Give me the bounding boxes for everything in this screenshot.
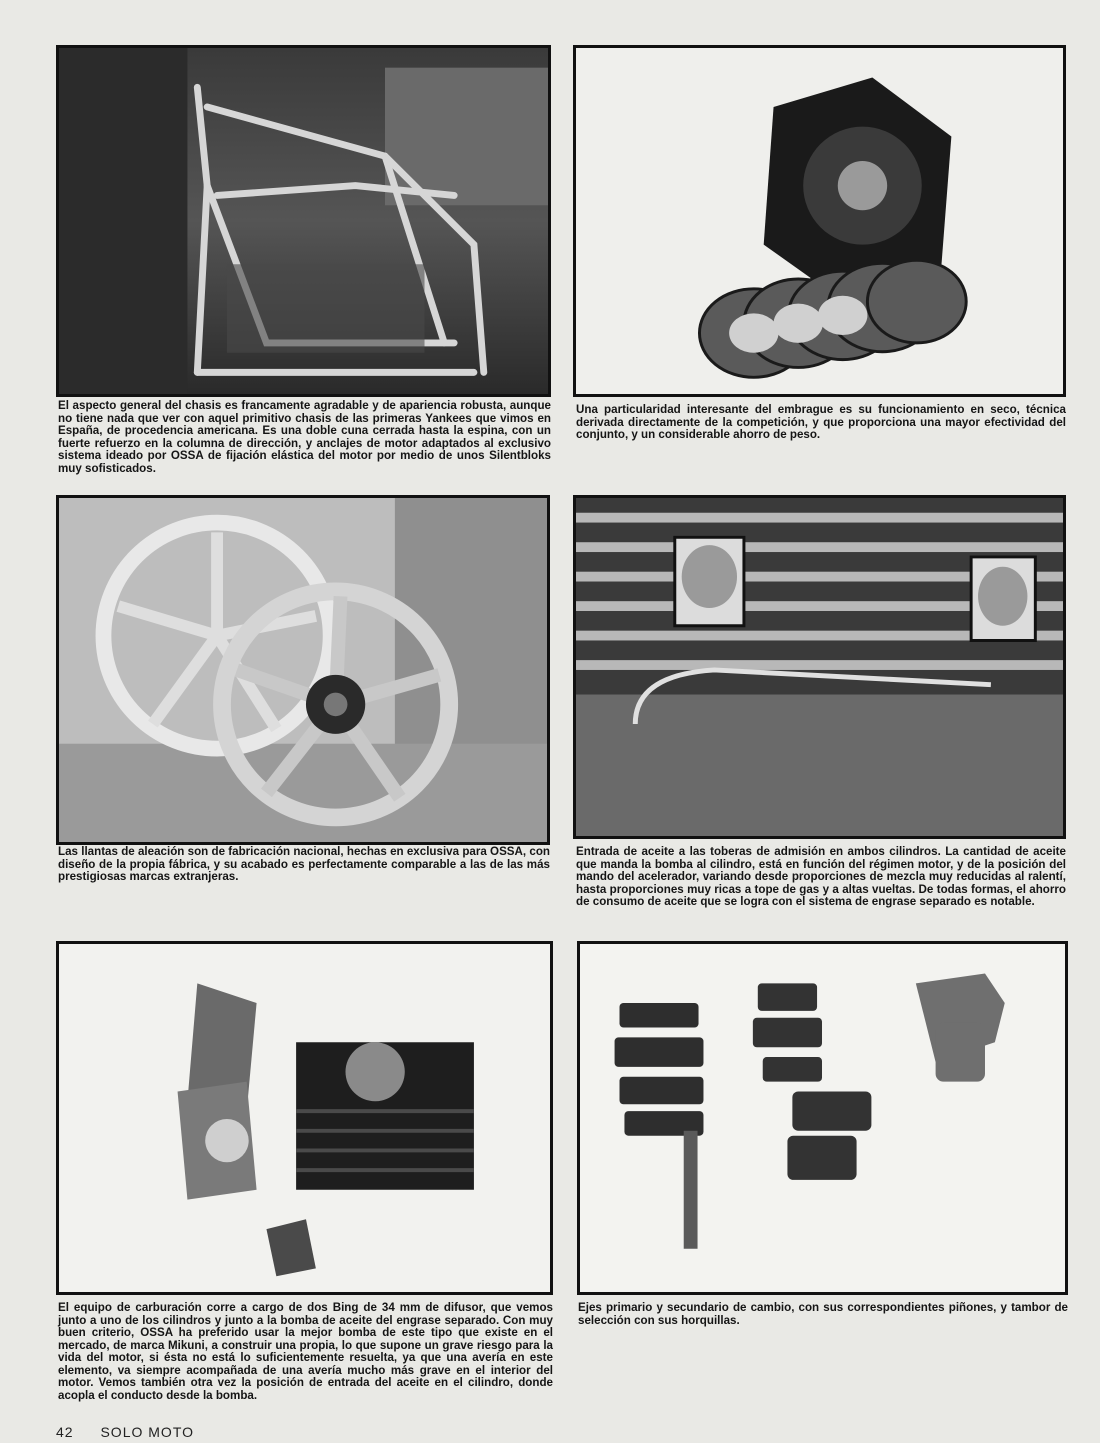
- clutch-photo: [573, 45, 1066, 397]
- wheels-caption: Las llantas de aleación son de fabricación nacional, hechas en exclusiva para OSSA, con diseño de la propia fábrica, y su acabado es perfectamente comparable a las de las más prestigiosas marcas extranjeras.: [58, 845, 550, 883]
- carburetion-photo: [56, 941, 553, 1295]
- chassis-caption: El aspecto general del chasis es francamente agradable y de apariencia robusta, aunque no tiene nada que ver con aquel primitivo chasis de las primeras Yankees que vimos en España, de procedencia americana. Es una doble cuna cerrada hasta la espina, con un fuerte refuerzo en la columna de dirección, y anclajes de motor adaptados al exclusivo sistema ideado por OSSA de fijación elástica del motor por medio de unos Silentbloks muy sofisticados.: [58, 399, 551, 475]
- page-footer: [56, 1424, 194, 1440]
- wheels-image: [59, 498, 547, 842]
- oil-inlet-photo: [573, 495, 1066, 839]
- magazine-name: SOLO MOTO: [100, 1424, 195, 1440]
- wheels-photo: [56, 495, 550, 845]
- clutch-image: [576, 48, 1063, 394]
- clutch-caption: Una particularidad interesante del embrague es su funcionamiento en seco, técnica derivada directamente de la competición, y que proporciona una mayor efectividad del conjunto, y un considerable ahorro de peso.: [576, 403, 1066, 441]
- carburetion-caption: El equipo de carburación corre a cargo de dos Bing de 34 mm de difusor, que vemos junto a uno de los cilindros y junto a la bomba de aceite del engrase separado. Con muy buen criterio, OSSA ha preferido usar la mejor bomba de este tipo que existe en el mercado, de marca Mikuni, a construir una propia, lo que supone un grave riesgo para la vida del motor, si ésta no está lo suficientemente resuelta, ya que una avería en este elemento, va siempre acompañada de una avería mucho más grave en el interior del motor. Vemos también otra vez la posición de entrada del aceite en el cilindro, donde acopla el conducto desde la bomba.: [58, 1301, 553, 1402]
- gearbox-caption: Ejes primario y secundario de cambio, con sus correspondientes piñones, y tambor de selección con sus horquillas.: [578, 1301, 1068, 1327]
- carburetion-image: [59, 944, 550, 1292]
- chassis-image: [59, 48, 548, 394]
- gearbox-photo: [577, 941, 1068, 1295]
- oil-inlet-image: [576, 498, 1063, 836]
- gearbox-image: [580, 944, 1065, 1292]
- oil-inlet-caption: Entrada de aceite a las toberas de admisión en ambos cilindros. La cantidad de aceite que manda la bomba al cilindro, está en función del régimen motor, y de la posición del mando del acelerador, variando desde proporciones de mezcla muy reducidas al ralentí, hasta proporciones muy ricas a tope de gas y a altas vueltas. De todas formas, el ahorro de consumo de aceite que se logra con el sistema de engrase separado es notable.: [576, 845, 1066, 908]
- page-number: 42: [56, 1424, 74, 1440]
- chassis-photo: [56, 45, 551, 397]
